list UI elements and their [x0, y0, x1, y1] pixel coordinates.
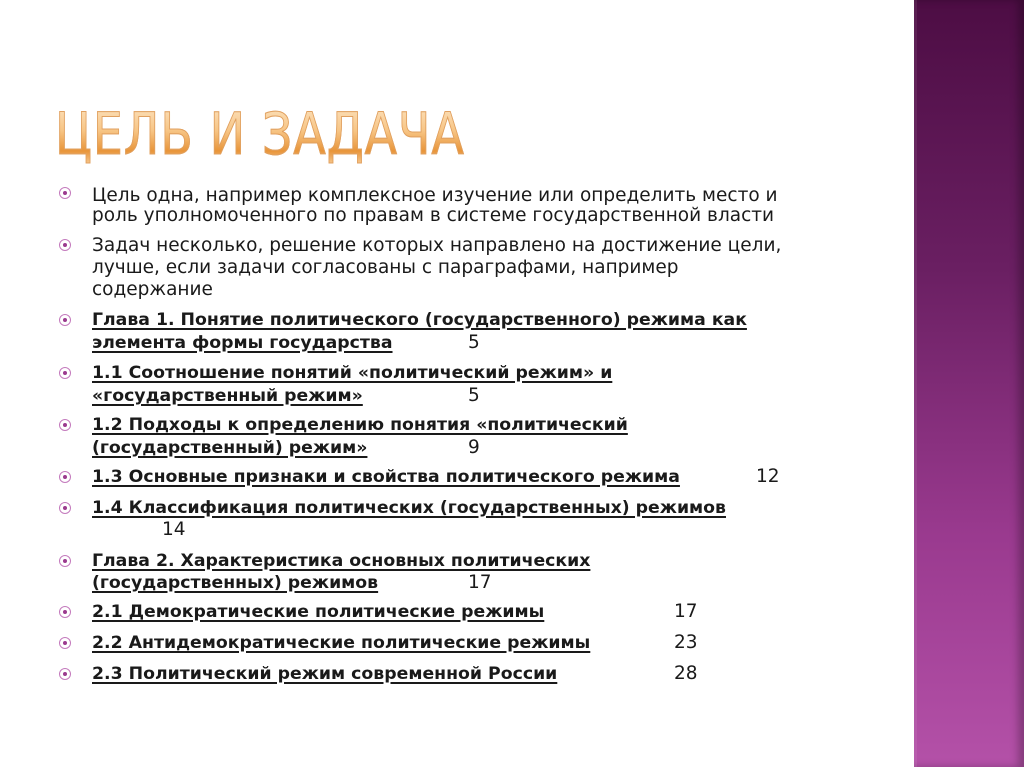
list-item-text: Цель одна, например комплексное изучение или определить место и [92, 185, 778, 206]
bullet-icon [59, 187, 71, 199]
list-item-text: лучше, если задачи согласованы с параграфами, например [92, 257, 679, 278]
page-number: 17 [468, 572, 492, 593]
bullet-icon [59, 419, 71, 431]
list-item-text: содержание [92, 279, 213, 300]
bullet-icon [59, 555, 71, 567]
slide-title: ЦЕЛЬ И ЗАДАЧА [55, 100, 465, 168]
bullet-icon [59, 471, 71, 483]
toc-link-1-2[interactable]: 1.2 Подходы к определению понятия «политический [92, 415, 628, 435]
toc-link-2-1[interactable]: 2.1 Демократические политические режимы [92, 602, 545, 622]
decorative-sidebar [914, 0, 1024, 767]
toc-link-2-3[interactable]: 2.3 Политический режим современной России [92, 664, 558, 684]
toc-link-chapter-1[interactable]: Глава 1. Понятие политического (государственного) режима как [92, 310, 747, 330]
bullet-icon [59, 239, 71, 251]
bullet-icon [59, 502, 71, 514]
page-number: 28 [674, 663, 698, 684]
toc-link-2-2[interactable]: 2.2 Антидемократические политические режимы [92, 633, 591, 653]
bullet-icon [59, 314, 71, 326]
toc-link-1-1[interactable]: 1.1 Соотношение понятий «политический режим» и [92, 363, 613, 383]
toc-link-chapter-2[interactable]: (государственных) режимов [92, 573, 379, 593]
list-item-text: Задач несколько, решение которых направлено на достижение цели, [92, 235, 782, 256]
toc-link-chapter-2[interactable]: Глава 2. Характеристика основных политических [92, 551, 591, 571]
toc-link-1-4[interactable]: 1.4 Классификация политических (государственных) режимов [92, 498, 726, 518]
page-number: 5 [468, 385, 480, 406]
toc-link-1-1[interactable]: «государственный режим» [92, 386, 363, 406]
bullet-icon [59, 637, 71, 649]
list-item-text: роль уполномоченного по правам в системе государственной власти [92, 205, 775, 226]
toc-link-chapter-1[interactable]: элемента формы государства [92, 333, 393, 353]
page-number: 17 [674, 601, 698, 622]
bullet-icon [59, 606, 71, 618]
bullet-icon [59, 367, 71, 379]
page-number: 5 [468, 332, 480, 353]
page-number: 12 [756, 466, 780, 487]
page-number: 14 [162, 519, 186, 540]
toc-link-1-2[interactable]: (государственный) режим» [92, 438, 368, 458]
bullet-icon [59, 668, 71, 680]
page-number: 9 [468, 437, 480, 458]
page-number: 23 [674, 632, 698, 653]
toc-link-1-3[interactable]: 1.3 Основные признаки и свойства политического режима [92, 467, 680, 487]
